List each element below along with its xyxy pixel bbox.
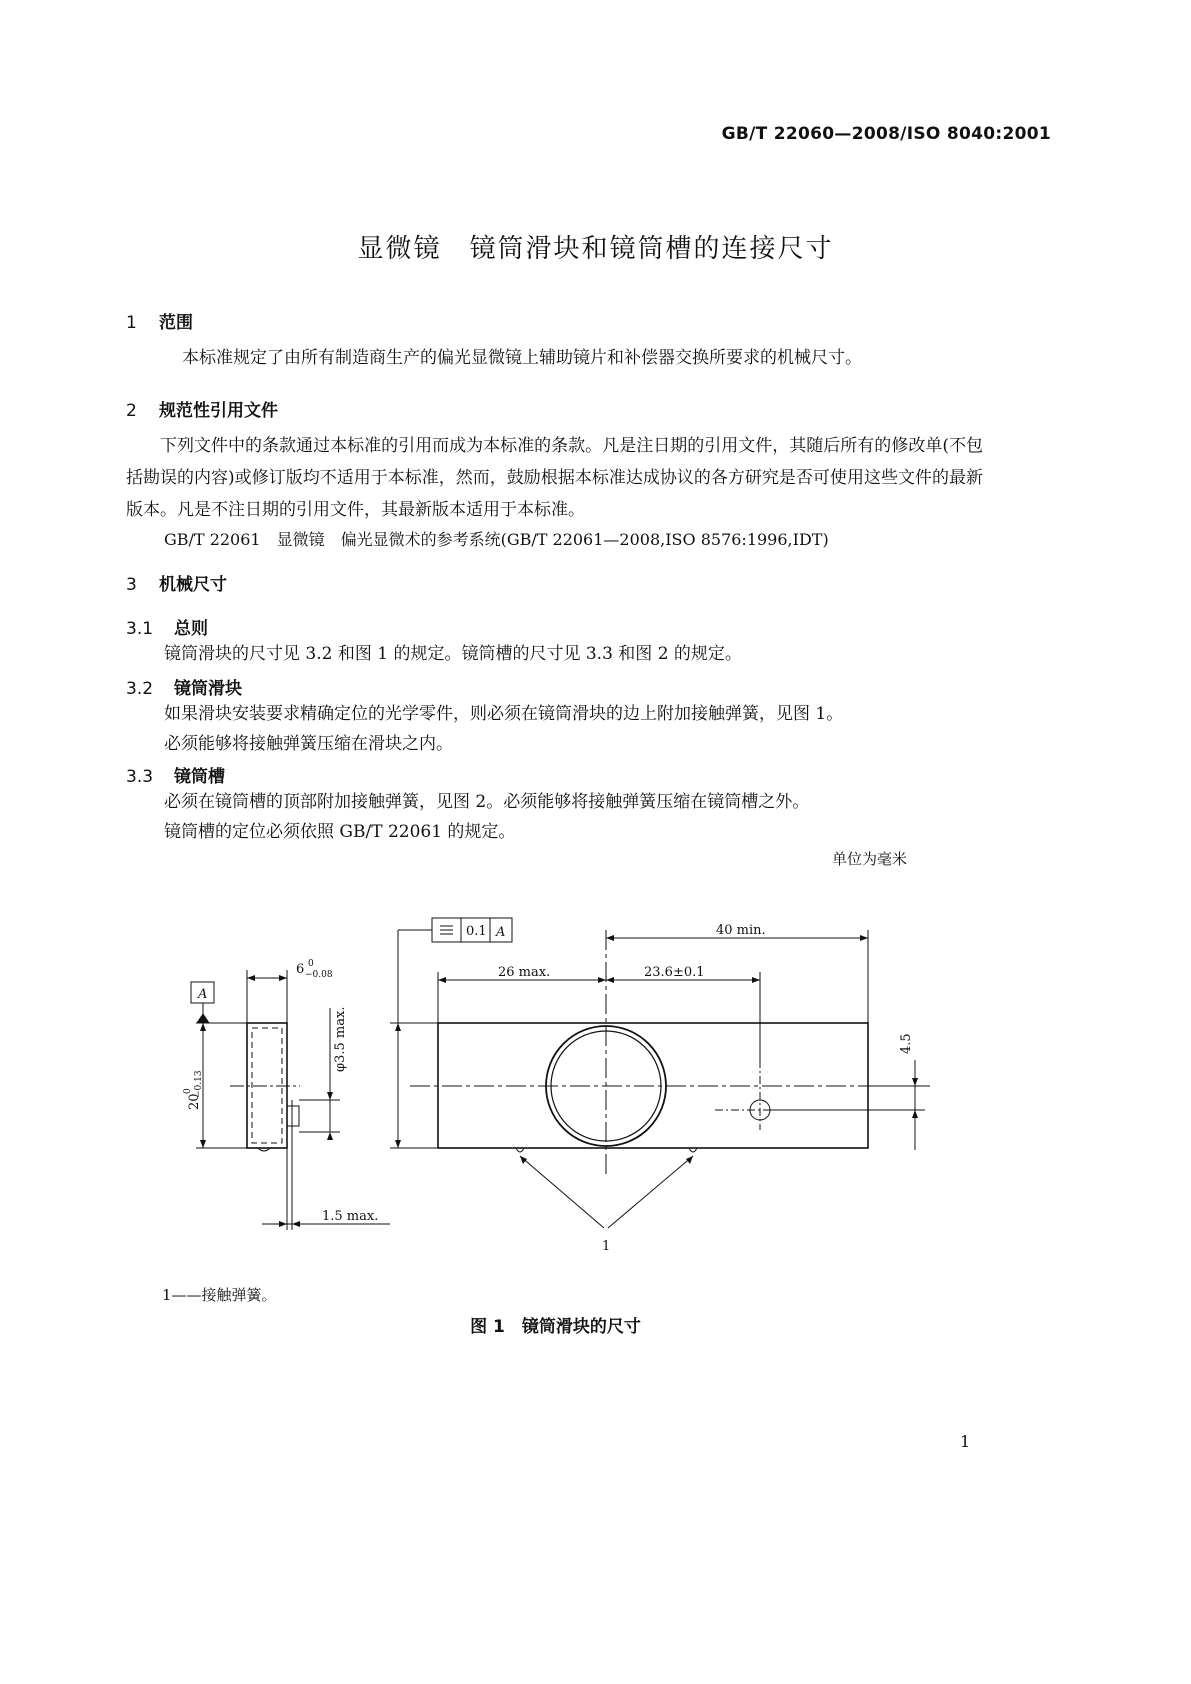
- height-tol-lower: −0.13: [194, 1070, 204, 1098]
- hole-offset-value: 4.5: [899, 1033, 914, 1054]
- section-2-heading: 2 规范性引用文件: [126, 401, 278, 421]
- figure-legend: 1——接触弹簧。: [162, 1286, 277, 1304]
- unit-note: 单位为毫米: [832, 850, 908, 868]
- width-dim-value: 6: [296, 962, 305, 977]
- right-dim-value: 23.6±0.1: [644, 965, 705, 980]
- section-3-2-heading: 3.2 镜筒滑块: [126, 679, 242, 699]
- protrusion-value: 1.5 max.: [322, 1209, 379, 1224]
- page-title: 显微镜 镜筒滑块和镜筒槽的连接尺寸: [357, 234, 834, 264]
- section-3-heading: 3 机械尺寸: [126, 575, 227, 595]
- spring-dia-value: φ3.5 max.: [333, 1006, 348, 1072]
- callout-number: 1: [602, 1239, 611, 1254]
- section-2-paragraph: 下列文件中的条款通过本标准的引用而成为本标准的条款。凡是注日期的引用文件，其随后所有的修改单(不包括勘误的内容)或修订版均不适用于本标准，然而，鼓励根据本标准达成协议的各方研究是否可使用这些文件的最新版本。凡是不注日期的引用文件，其最新版本适用于本标准。: [126, 436, 983, 520]
- normative-reference: GB/T 22061 显微镜 偏光显微术的参考系统(GB/T 22061—2008,ISO 8576:1996,IDT): [164, 530, 829, 549]
- total-length-value: 40 min.: [716, 923, 766, 938]
- section-1-heading: 1 范围: [126, 313, 193, 333]
- callout-leader-right: [608, 1156, 693, 1228]
- callout-leader-left: [520, 1156, 604, 1228]
- section-3-2-paragraph-2: 必须能够将接触弹簧压缩在滑块之内。: [164, 734, 453, 754]
- page-number: 1: [960, 1432, 971, 1451]
- section-3-2-paragraph-1: 如果滑块安装要求精确定位的光学零件，则必须在镜筒滑块的边上附加接触弹簧，见图 1。: [164, 704, 844, 724]
- section-3-3-heading: 3.3 镜筒槽: [126, 767, 225, 787]
- flatness-datum-label: A: [496, 925, 506, 940]
- section-3-1-paragraph: 镜筒滑块的尺寸见 3.2 和图 1 的规定。镜筒槽的尺寸见 3.3 和图 2 的规定。: [164, 644, 742, 664]
- section-3-1-heading: 3.1 总则: [126, 619, 208, 639]
- section-1-paragraph: 本标准规定了由所有制造商生产的偏光显微镜上辅助镜片和补偿器交换所要求的机械尺寸。: [182, 348, 862, 368]
- width-tol-upper: 0: [308, 959, 314, 969]
- width-tol-lower: −0.08: [305, 970, 333, 980]
- section-3-3-paragraph-2: 镜筒槽的定位必须依照 GB/T 22061 的规定。: [164, 822, 516, 842]
- left-dim-value: 26 max.: [498, 965, 551, 980]
- section-3-3-paragraph-1: 必须在镜筒槽的顶部附加接触弹簧，见图 2。必须能够将接触弹簧压缩在镜筒槽之外。: [164, 792, 810, 812]
- figure-caption: 图 1 镜筒滑块的尺寸: [470, 1317, 641, 1337]
- height-dim-value: 20: [187, 1093, 202, 1110]
- standard-code: GB/T 22060—2008/ISO 8040:2001: [721, 124, 1051, 144]
- side-view-spring: [287, 1106, 299, 1126]
- datum-a-triangle: [197, 1014, 209, 1023]
- datum-a-label: A: [198, 987, 208, 1002]
- flatness-value: 0.1: [466, 924, 487, 939]
- height-tol-upper: 0: [183, 1088, 193, 1094]
